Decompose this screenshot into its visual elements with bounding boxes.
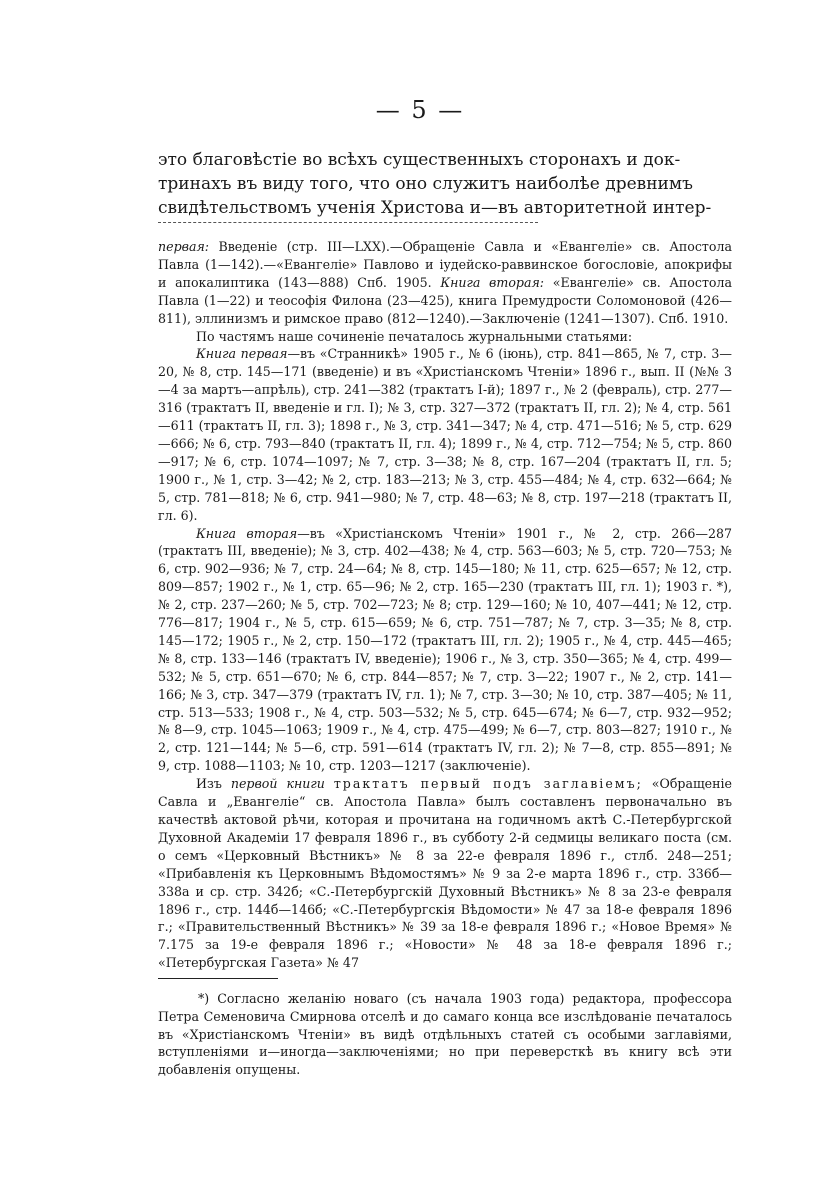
book2-text: —въ «Христіанскомъ Чтеніи» 1901 г., № 2, стр. 266—287 (трактатъ III, введеніе); № 3, стр. 402—438; № 4, стр. 563—603; № 5, стр. 720—753; № 6, стр. 902—936; № 7, стр. 24—64; № 8, стр. 145—180; № 11, стр. 625—657; № 12, стр. 809—857; 1902 г., № 1, стр. 65—96; № 2, стр. 165—230 (трактатъ III, гл. 1); 1903 г. *), № 2, стр. 237—260; № 5, стр. 702—723; № 8; стр. 129—160; № 10, 407—441; № 12, стр. 776—817; 1904 г., № 5, стр. 615—659; № 6, стр. 751—787; № 7, стр. 3—35; № 8, стр. 145—172; 1905 г., № 2, стр. 150—172 (трактатъ III, гл. 2); 1905 г., № 4, стр. 445—465; № 8, стр. 133—146 (трактатъ IV, введеніе); 1906 г., № 3, стр. 350—365; № 4, стр. 499—532; № 5, стр. 651—670; № 6, стр. 844—857; № 7, стр. 3—22; 1907 г., № 2, стр. 141—166; № 3, стр. 347—379 (трактатъ IV, гл. 1); № 7, стр. 3—30; № 10, стр. 387—405; № 11, стр. 513—533; 1908 г., № 4, стр. 503—532; № 5, стр. 645—674; № 6—7, стр. 932—952; № 8—9, стр. 1045—1063; 1909 г., № 4, стр. 475—499; № 6—7, стр. 803—827; 1910 г., № 2, стр. 121—144; № 5—6, стр. 591—614 (трактатъ IV, гл. 2); № 7—8, стр. 855—891; № 9, стр. 1088—1103; № 10, стр. 1203—1217 (заключеніе).: [158, 525, 732, 774]
part2-label: Книга вторая:: [440, 274, 545, 290]
treatise-lead-a: Изъ: [196, 776, 222, 792]
lead-line: свидѣтельствомъ ученія Христова и—въ авторитетной интер-: [158, 198, 712, 218]
journal-intro: По частямъ наше сочиненіе печаталось журнальными статьями:: [196, 328, 633, 344]
lead-line: это благовѣстіе во всѣхъ существенныхъ сторонахъ и док-: [158, 150, 681, 170]
footnote: [158, 990, 732, 1079]
treatise-text: «Обращеніе Савла и „Евангеліе“ св. Апостола Павла» былъ составленъ первоначально въ качествѣ актовой рѣчи, которая и прочитана на годичномъ актѣ С.-Петербургской Духовной Академіи 17 февраля 1896 г., въ субботу 2-й седмицы великаго поста (см. о семъ «Церковный Вѣстникъ» № 8 за 22-е февраля 1896 г., стлб. 248—251; «Прибавленія къ Церковнымъ Вѣдомостямъ» № 9 за 2-е марта 1896 г., стр. 336б—338а и ср. стр. 342б; «С.-Петербургскій Духовный Вѣстникъ» № 8 за 23-е февраля 1896 г., стр. 144б—146б; «С.-Петербургскія Вѣдомости» № 47 за 18-е февраля 1896 г.; «Правительственный Вѣстникъ» № 39 за 18-е февраля 1896 г.; «Новое Время» № 7.175 за 19-е февраля 1896 г.; «Новости» № 48 за 18-е февраля 1896 г.; «Петербургская Газета» № 47: [158, 776, 733, 971]
section-separator: [158, 222, 538, 223]
lead-paragraph: [158, 148, 732, 220]
part1-label: первая:: [158, 239, 210, 254]
contents-paragraph: [158, 238, 732, 328]
treatise-paragraph: [158, 775, 732, 972]
book1-paragraph: [158, 345, 732, 524]
book2-label: Книга вторая: [196, 525, 298, 541]
footnote-rule: [158, 978, 278, 979]
book1-label: Книга первая: [196, 346, 288, 362]
treatise-lead-c: трактатъ первый подъ заглавіемъ;: [333, 776, 643, 792]
book2-paragraph: [158, 525, 732, 776]
part1-text: Введеніе (стр. III—LXX).—Обращеніе Савла и «Евангеліе» св. Апостола Павла (1—142).—«Евангеліе» Павлово и іудейско-раввинское богословіе, апокрифы и апокалиптика (143—888) Спб. 1905.: [158, 239, 732, 290]
page-number: — 5 —: [375, 96, 465, 124]
book1-text: —въ «Странникѣ» 1905 г., № 6 (іюнь), стр. 841—865, № 7, стр. 3—20, № 8, стр. 145—171 (введеніе) и въ «Христіанскомъ Чтеніи» 1896 г., вып. II (№№ 3—4 за мартъ—апрѣль), стр. 241—382 (трактатъ I-й); 1897 г., № 2 (февраль), стр. 277—316 (трактатъ II, введеніе и гл. I); № 3, стр. 327—372 (трактатъ II, гл. 2); № 4, стр. 561—611 (трактатъ II, гл. 3); 1898 г., № 3, стр. 341—347; № 4, стр. 471—516; № 5, стр. 629—666; № 6, стр. 793—840 (трактатъ II, гл. 4); 1899 г., № 4, стр. 712—754; № 5, стр. 860—917; № 6, стр. 1074—1097; № 7, стр. 3—38; № 8, стр. 167—204 (трактатъ II, гл. 5; 1900 г., № 1, стр. 3—42; № 2, стр. 183—213; № 3, стр. 455—484; № 4, стр. 632—664; № 5, стр. 781—818; № 6, стр. 941—980; № 7, стр. 48—63; № 8, стр. 197—218 (трактатъ II, гл. 6).: [158, 346, 732, 523]
footnote-text: *) Согласно желанію новаго (съ начала 1903 года) редактора, профессора Петра Семеновича Смирнова отселѣ и до самаго конца все изслѣдованіе печаталось въ «Христіанскомъ Чтеніи» въ видѣ отдѣльныхъ статей съ особыми заглавіями, вступленіями и—иногда—заключеніями; но при переверсткѣ въ книгу всѣ эти добавленія опущены.: [158, 991, 732, 1078]
lead-line: тринахъ въ виду того, что оно служитъ наиболѣе древнимъ: [158, 174, 693, 194]
notes-block: [158, 238, 732, 972]
part2-text: «Евангеліе» св. Апостола Павла (1—22) и теософія Филона (23—425), книга Премудрости Соломоновой (426—811), эллинизмъ и римское право (812—1240).—Заключеніе (1241—1307). Спб. 1910.: [158, 274, 732, 326]
treatise-lead-b: первой книги: [230, 776, 325, 792]
